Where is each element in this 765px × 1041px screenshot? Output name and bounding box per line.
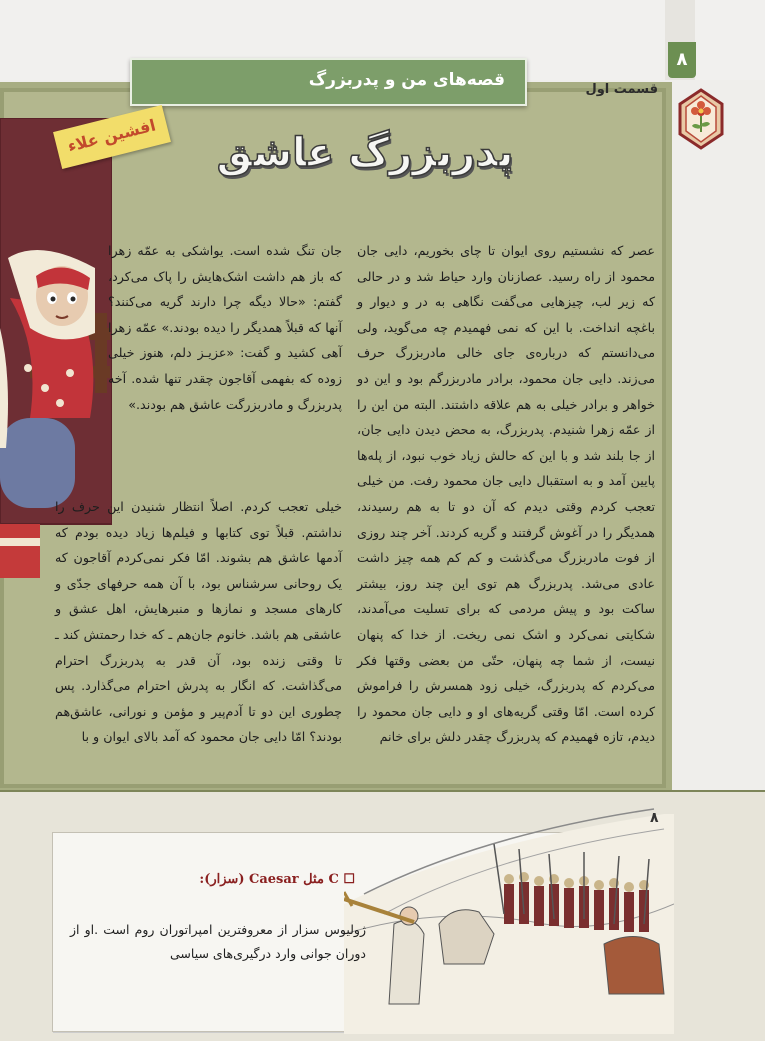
series-banner: [130, 58, 527, 106]
section-label: قسمت اول: [585, 82, 658, 97]
story-column-left-bottom: [55, 494, 342, 750]
article-title: پدربزرگ عاشق: [216, 130, 514, 176]
flower-emblem-icon: [676, 88, 726, 150]
page-number: ۸: [668, 42, 696, 78]
battle-illustration: [344, 804, 674, 1034]
paragraph: خیلی تعجب کردم. اصلاً انتظار شنیدن این حرف را نداشتم. قبلاً توی کتابها و فیلم‌ها زیاد دیده بودم که آدمها عاشق هم بشوند. امّا فکر نمی‌کردم آقاجون که یک روحانی سرشناس بود، با آن همه حرفهای جدّی و کارهای مسجد و نمازها و منبرهایش، اهل عشق و عاشقی هم باشد. خانوم جان‌هم ـ که خدا رحمتش کند ـ تا وقتی زنده بود، آن قدر به پدربزرگ احترام می‌گذاشت. که انگار به پدرش احترام می‌گذارد. پس چطوری این دو تا آدم‌پیر و مؤمن و نورانی، عاشق‌هم بودند؟ امّا دایی جان محمود که آمد بالای ایوان و با: [55, 499, 342, 745]
caesar-title-text: C مثل Caesar (سزار):: [199, 872, 339, 887]
paragraph: عصر که نشستیم روی ایوان تا چای بخوریم، دایی جان محمود از راه رسید. عصازنان وارد حیاط شد و در حالی که زیر لب، چیزهایی می‌گفت نگاهی به در و دیوار و باغچه انداخت. با این که نمی فهمیدم چه می‌گوید، ولی می‌دانستم که درباره‌ی جای خالی مادربزرگ حرف می‌زند. دایی جان محمود، برادر مادربزرگم بود و این دو خواهر و برادر خیلی به هم علاقه داشتند. البته من این را از عمّه زهرا شنیدم. پدربزرگ، به محض دیدن دایی جان، از جا بلند شد و با این که حالش زیاد خوب نبود، از پله‌ها پایین آمد و به استقبال دایی جان محمود رفت. من خیلی تعجب کردم وقتی دیدم که آن دو تا به هم رسیدند، همدیگر را در آغوش گرفتند و گریه کردند. آخر چند روزی از فوت مادربزرگ می‌گذشت و کم کم همه چیز داشت عادی می‌شد. پدربزرگ هم توی این چند روز، بیشتر ساکت بود و پیش مردمی که برای تسلیت می‌آمدند، شکایتی نمی‌کرد و اشک نمی ریخت. از خدا که پنهان نیست، از شما چه پنهان، حتّی من بعضی وقتها فکر می‌کردم که پدربزرگ، خیلی زود همسرش را فراموش کرده است. امّا وقتی گریه‌های او و دایی جان محمود را دیدم، تازه فهمیدم که پدربزرگ چقدر دلش برای خانم: [357, 243, 655, 745]
caesar-body: ژولیوس سزار از معروفترین امپراتوران روم است .او از دوران جوانی وارد درگیری‌های سیاسی: [70, 922, 366, 961]
story-column-left-top: [108, 238, 342, 417]
series-title: قصه‌های من و پدربزرگ: [308, 70, 505, 90]
paragraph: جان تنگ شده است. یواشکی به عمّه زهرا که باز هم داشت اشک‌هایش را پاک می‌کرد، گفتم: «حالا دیگه چرا دارند گریه می‌کنند؟ آنها که قبلاً همدیگر را دیده بودند.» عمّه زهرا آهی کشید و گفت: «عزیـز دلم، هنوز خیلی زوده که بفهمی آقاجون چقدر تنها شده. آخه پدربزرگ و مادربزرگت عاشق هم بودند.»: [108, 243, 342, 412]
story-column-right: [357, 238, 655, 750]
author-name: افشین علاء: [65, 115, 158, 156]
caesar-title: [80, 872, 355, 887]
checkbox-icon: ☐: [338, 872, 355, 887]
corner-number: ۸: [650, 810, 659, 826]
right-margin: [672, 82, 765, 792]
